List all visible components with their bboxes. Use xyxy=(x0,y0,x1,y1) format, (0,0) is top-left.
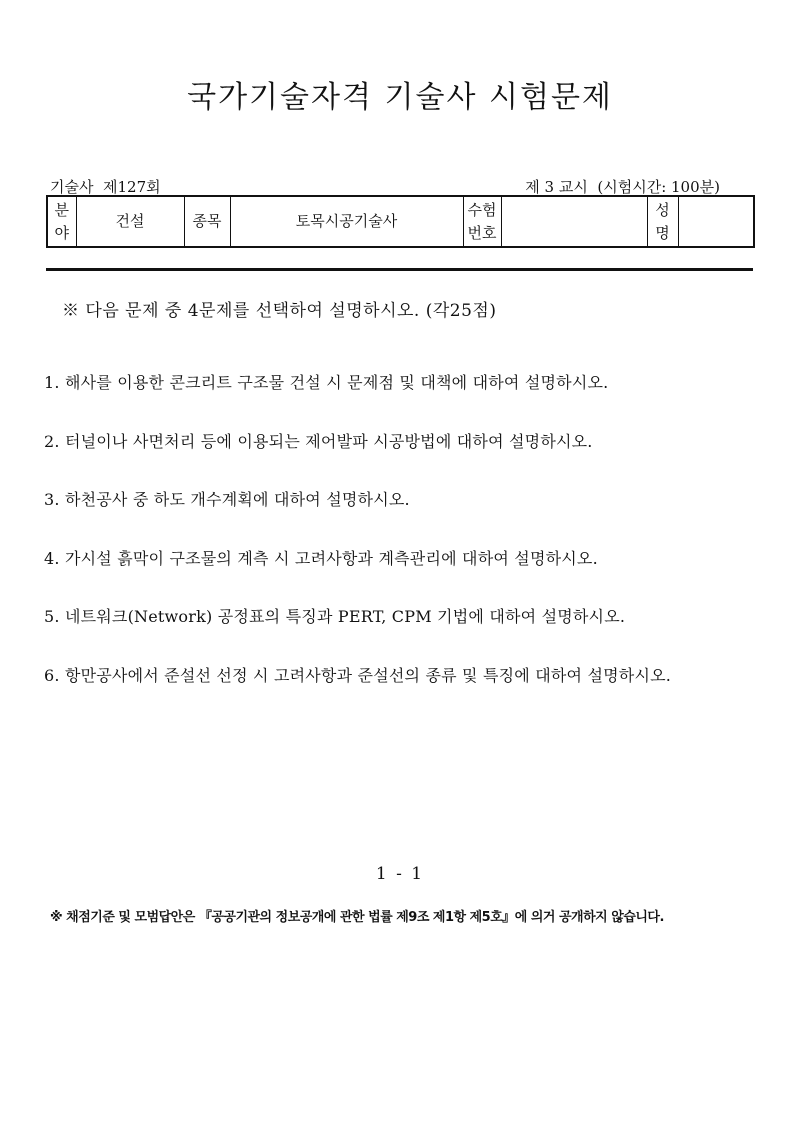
name-label: 성 명 xyxy=(647,196,678,247)
question-item: 3. 하천공사 중 하도 개수계획에 대하여 설명하시오. xyxy=(44,490,410,509)
page-number: 1 - 1 xyxy=(375,864,425,884)
question-item: 1. 해사를 이용한 콘크리트 구조물 건설 시 문제점 및 대책에 대하여 설명하시오. xyxy=(44,373,609,392)
exam-number-field xyxy=(501,196,647,247)
name-field xyxy=(678,196,754,247)
footnote: ※ 채점기준 및 모범답안은 『공공기관의 정보공개에 관한 법률 제9조 제1항 제5호』에 의거 공개하지 않습니다. xyxy=(50,910,664,925)
question-item: 2. 터널이나 사면처리 등에 이용되는 제어발파 시공방법에 대하여 설명하시오. xyxy=(44,431,593,451)
page-title: 국가기술자격 기술사 시험문제 xyxy=(187,80,613,115)
question-item: 6. 항만공사에서 준설선 선정 시 고려사항과 준설선의 종류 및 특징에 대하여 설명하시오. xyxy=(44,665,672,685)
candidate-info-table xyxy=(46,195,755,248)
field-label: 분 야 xyxy=(47,196,76,247)
category-value: 토목시공기술사 xyxy=(230,196,463,247)
session-info: 제 3 교시 (시험시간: 100분) xyxy=(525,178,720,196)
category-label: 종목 xyxy=(184,196,230,247)
question-item: 5. 네트워크(Network) 공정표의 특징과 PERT, CPM 기법에 대하여 설명하시오. xyxy=(44,607,626,626)
exam-number-label: 수험 번호 xyxy=(463,196,501,247)
field-value: 건설 xyxy=(76,196,184,247)
header-divider xyxy=(46,268,753,271)
instruction-text: ※ 다음 문제 중 4문제를 선택하여 설명하시오. (각25점) xyxy=(62,301,497,321)
question-list xyxy=(44,370,774,721)
question-item: 4. 가시설 흙막이 구조물의 계측 시 고려사항과 계측관리에 대하여 설명하시오. xyxy=(44,548,598,568)
exam-round: 기술사 제127회 xyxy=(50,178,161,196)
